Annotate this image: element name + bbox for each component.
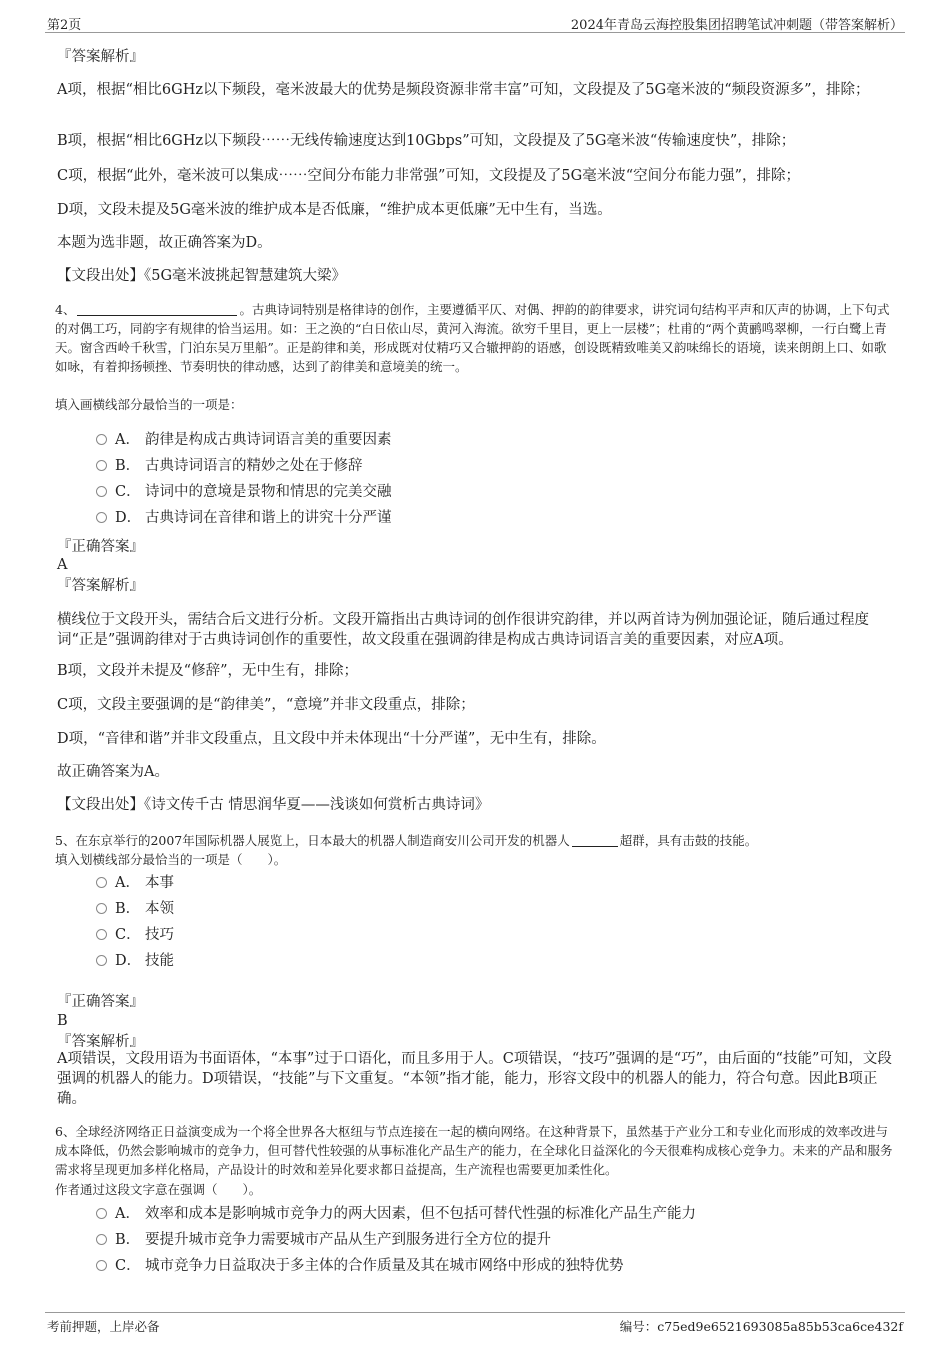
q3-source: 【文段出处】《5G毫米波挑起智慧建筑大梁》 — [57, 268, 347, 284]
q3-analysis-b: B项，根据“相比6GHz以下频段⋯⋯无线传输速度达到10Gbps”可知，文段提及了5G毫米波“传输速度快”，排除； — [57, 133, 796, 149]
q4-stem: 4、 。古典诗词特别是格律诗的创作，主要遵循平仄、对偶、押韵的韵律要求，讲究词句结构平声和仄声的协调，上下句式的对偶工巧，同韵字有规律的恰当运用。如：王之涣的“白日依山尽，黄河入海流。欲穷千里目，更上一层楼”；杜甫的“两个黄鹂鸣翠柳，一行白鹭上青天。窗含西岭千秋雪，门泊东吴万里船”。正是韵律和美，形成既对仗精巧又合辙押韵的语感，创设既精致唯美又韵味绵长的语境，读来朗朗上口、如歌如咏，有着抑扬顿挫、节奏明快的律动感，达到了韵律美和意境美的统一。 — [55, 302, 890, 374]
q5-option-a[interactable]: A． 本事 — [96, 873, 174, 893]
q5-option-b[interactable]: B． 本领 — [96, 899, 174, 919]
q4-source: 【文段出处】《诗文传千古 情思润华夏——浅谈如何赏析古典诗词》 — [57, 797, 490, 813]
radio-icon[interactable] — [96, 1208, 107, 1219]
q5-stem: 5、在东京举行的2007年国际机器人展览上，日本最大的机器人制造商安川公司开发的机器人 超群，具有击鼓的技能。 — [55, 833, 758, 848]
q6-option-c[interactable]: C． 城市竞争力日益取决于多主体的合作质量及其在城市网络中形成的独特优势 — [96, 1256, 624, 1276]
q5-analysis: A项错误，文段用语为书面语体，“本事”过于口语化，而且多用于人。C项错误，“技巧”强调的是“巧”，由后面的“技能”可知，文段强调的机器人的能力。D项错误，“技能”与下文重复。“本领”指才能，能力，形容文段中的机器人的能力，符合句意。因此B项正确。 — [57, 1051, 892, 1107]
page-header — [45, 12, 905, 33]
q4-analysis-b: B项，文段并未提及“修辞”，无中生有，排除； — [57, 663, 358, 679]
q3-conclusion: 本题为选非题，故正确答案为D。 — [57, 235, 272, 251]
radio-icon[interactable] — [96, 877, 107, 888]
q3-analysis-c: C项，根据“此外，毫米波可以集成⋯⋯空间分布能力非常强”可知，文段提及了5G毫米波“空间分布能力强”，排除； — [57, 168, 801, 184]
radio-icon[interactable] — [96, 1234, 107, 1245]
q5-prompt: 填入划横线部分最恰当的一项是（ ）。 — [55, 852, 287, 867]
radio-icon[interactable] — [96, 460, 107, 471]
q4-option-a[interactable]: A． 韵律是构成古典诗词语言美的重要因素 — [96, 430, 392, 450]
q4-option-c[interactable]: C． 诗词中的意境是景物和情思的完美交融 — [96, 482, 392, 502]
page-number: 第2页 — [47, 18, 82, 33]
q5-answer-label: 『正确答案』 — [57, 994, 144, 1010]
radio-icon[interactable] — [96, 486, 107, 497]
q4-analysis-d: D项，“音律和谐”并非文段重点，且文段中并未体现出“十分严谨”，无中生有，排除。 — [57, 731, 606, 747]
q4-analysis-c: C项，文段主要强调的是“韵律美”，“意境”并非文段重点，排除； — [57, 697, 475, 713]
q6-option-a[interactable]: A． 效率和成本是影响城市竞争力的两大因素，但不包括可替代性强的标准化产品生产能力 — [96, 1204, 696, 1224]
q4-answer: A — [57, 557, 68, 573]
q4-prompt: 填入画横线部分最恰当的一项是： — [55, 397, 243, 412]
q3-analysis-d: D项，文段未提及5G毫米波的维护成本是否低廉，“维护成本更低廉”无中生有，当选。 — [57, 202, 612, 218]
radio-icon[interactable] — [96, 434, 107, 445]
radio-icon[interactable] — [96, 929, 107, 940]
q6-prompt: 作者通过这段文字意在强调（ ）。 — [55, 1182, 262, 1197]
q4-conclusion: 故正确答案为A。 — [57, 764, 169, 780]
q4-analysis-label: 『答案解析』 — [57, 578, 144, 594]
q4-analysis-main: 横线位于文段开头，需结合后文进行分析。文段开篇指出古典诗词的创作很讲究韵律，并以两首诗为例加强论证，随后通过程度词“正是”强调韵律对于古典诗词创作的重要性，故文段重在强调韵律是构成古典诗词语言美的重要因素，对应A项。 — [57, 612, 869, 648]
q6-stem: 6、全球经济网络正日益演变成为一个将全世界各大枢纽与节点连接在一起的横向网络。在这种背景下，虽然基于产业分工和专业化而形成的效率改进与成本降低，仍然会影响城市的竞争力，但可替代性较强的从事标准化产品生产的能力，在全球化日益深化的今天很难构成核心竞争力。未来的产品和服务需求将呈现更加多样化格局，产品设计的时效和差异化要求都日益提高，生产流程也需要更加柔性化。 — [55, 1124, 893, 1177]
footer-slogan: 考前押题，上岸必备 — [47, 1319, 160, 1334]
radio-icon[interactable] — [96, 1260, 107, 1271]
radio-icon[interactable] — [96, 955, 107, 966]
q6-option-b[interactable]: B． 要提升城市竞争力需要城市产品从生产到服务进行全方位的提升 — [96, 1230, 551, 1250]
q5-blank — [572, 834, 618, 847]
q5-analysis-label: 『答案解析』 — [57, 1034, 144, 1050]
q3-analysis-a: A项，根据“相比6GHz以下频段，毫米波最大的优势是频段资源非常丰富”可知，文段提及了5G毫米波的“频段资源多”，排除； — [57, 82, 870, 98]
document-title: 2024年青岛云海控股集团招聘笔试冲刺题（带答案解析） — [570, 18, 903, 33]
radio-icon[interactable] — [96, 903, 107, 914]
q4-option-d[interactable]: D． 古典诗词在音律和谐上的讲究十分严谨 — [96, 508, 392, 528]
document-code: 编号：c75ed9e6521693085a85b53ca6ce432f — [619, 1319, 903, 1334]
q5-option-c[interactable]: C． 技巧 — [96, 925, 174, 945]
q4-option-b[interactable]: B． 古典诗词语言的精妙之处在于修辞 — [96, 456, 363, 476]
q5-option-d[interactable]: D． 技能 — [96, 951, 174, 971]
page-footer — [45, 1312, 905, 1334]
radio-icon[interactable] — [96, 512, 107, 523]
q3-analysis-label: 『答案解析』 — [57, 49, 144, 65]
q4-blank — [77, 303, 237, 316]
q4-answer-label: 『正确答案』 — [57, 539, 144, 555]
q5-answer: B — [57, 1013, 68, 1029]
